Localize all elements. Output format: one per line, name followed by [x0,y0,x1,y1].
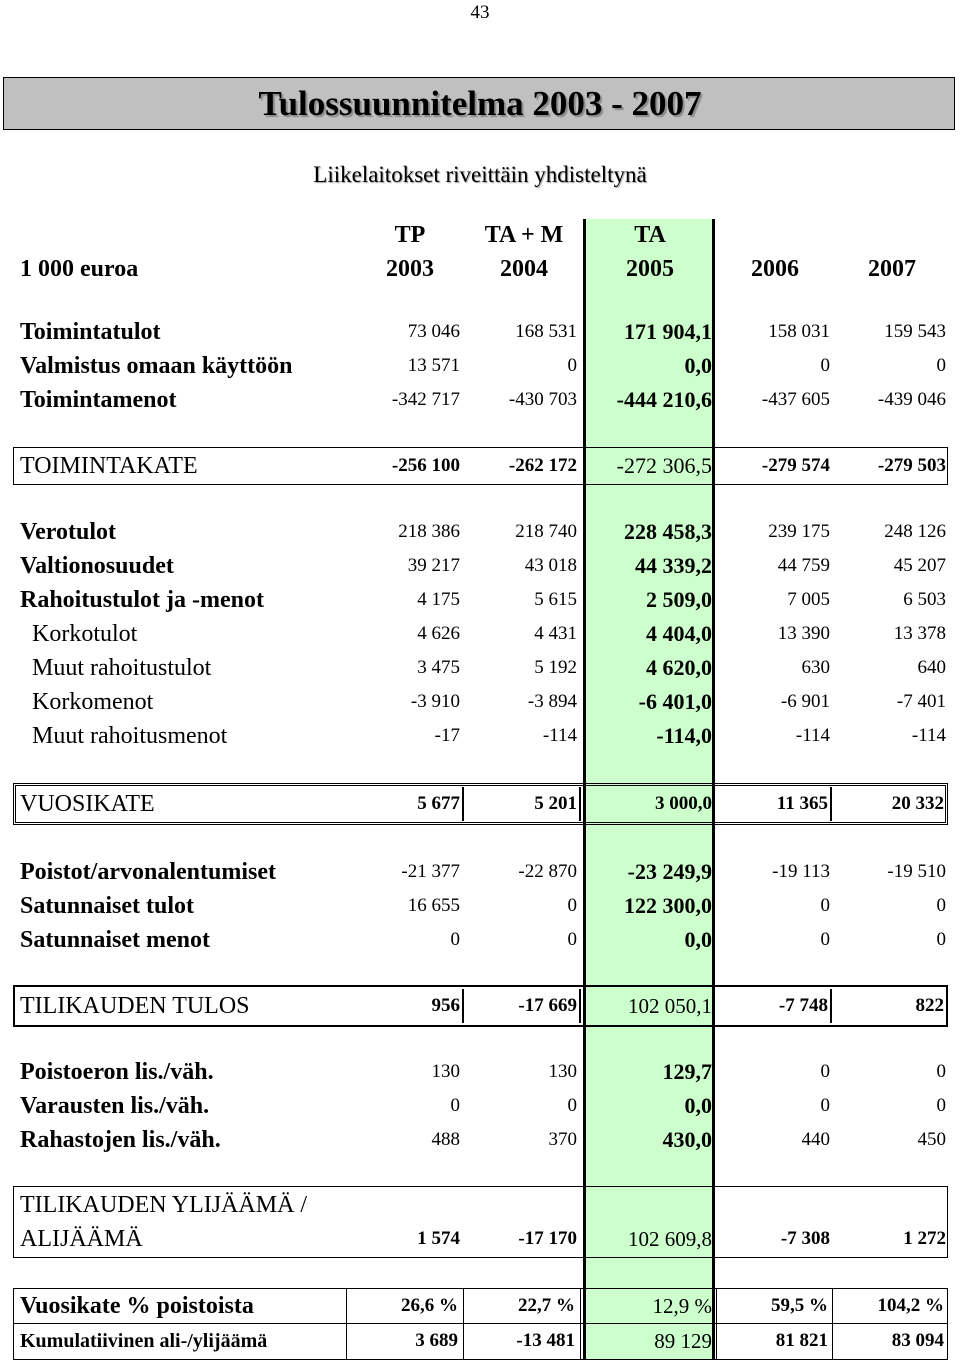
cell: 0 [450,1095,460,1116]
row-label-korkotulot: Korkotulot [32,621,138,647]
cell: -262 172 [508,455,577,476]
row-divider [13,1323,948,1324]
cell: 450 [917,1129,946,1150]
cell: 129,7 [662,1059,712,1084]
cell: 39 217 [407,555,460,576]
cell: -3 894 [527,691,577,712]
row-label-verotulot: Verotulot [20,519,116,545]
cell: 218 386 [398,521,460,542]
row-label-valmistus: Valmistus omaan käyttöön [20,353,293,379]
cell: 122 300,0 [624,893,712,918]
col-header-year-2005: 2005 [626,256,674,282]
cell: 0 [450,929,460,950]
cell: 1 272 [903,1228,946,1249]
cell-divider [579,989,581,1023]
cell: -3 910 [410,691,460,712]
cell: -256 100 [391,455,460,476]
cell: -430 703 [508,389,577,410]
page-number: 43 [470,2,490,23]
cell: 44 759 [777,555,830,576]
row-label-kumulatiivinen: Kumulatiivinen ali-/ylijäämä [20,1330,268,1352]
cell: -17 170 [518,1228,577,1249]
cell: 2 509,0 [646,587,712,612]
cell: 370 [548,1129,577,1150]
cell: 6 503 [903,589,946,610]
row-label-rahastojen: Rahastojen lis./väh. [20,1127,221,1153]
row-label-toimintakate: TOIMINTAKATE [20,453,198,479]
row-label-korkomenot: Korkomenot [32,689,154,715]
cell: -272 306,5 [616,453,712,478]
cell: 0,0 [684,1093,712,1118]
cell: 0,0 [684,353,712,378]
cell: 488 [431,1129,460,1150]
cell: 228 458,3 [624,519,712,544]
cell: 5 615 [534,589,577,610]
cell: 59,5 % [771,1295,828,1316]
cell: 640 [917,657,946,678]
cell: 83 094 [891,1330,944,1351]
cell: 0 [567,1095,577,1116]
page-subtitle: Liikelaitokset riveittäin yhdisteltynä [313,162,647,187]
row-label-tilikauden-tulos: TILIKAUDEN TULOS [20,993,250,1019]
cell: 13 390 [777,623,830,644]
cell: 89 129 [654,1329,712,1353]
cell: 630 [801,657,830,678]
cell: -444 210,6 [616,387,712,412]
cell: 22,7 % [518,1295,575,1316]
cell: 440 [801,1129,830,1150]
cell: 430,0 [662,1127,712,1152]
cell: 822 [915,995,944,1016]
cell: -6 901 [780,691,830,712]
cell: 26,6 % [401,1295,458,1316]
cell: 4 620,0 [646,655,712,680]
cell: -279 503 [877,455,946,476]
row-label-varausten: Varausten lis./väh. [20,1093,210,1119]
cell: -17 [434,725,460,746]
unit-label: 1 000 euroa [20,256,139,282]
cell: 0,0 [684,927,712,952]
cell: 0 [936,1061,946,1082]
cell: -23 249,9 [627,859,712,884]
cell: 0 [936,355,946,376]
cell: 7 005 [787,589,830,610]
cell-divider [579,787,581,821]
col-header-year-2003: 2003 [386,256,434,282]
row-label-vuosikate-pct: Vuosikate % poistoista [20,1293,254,1319]
cell: 239 175 [768,521,830,542]
row-label-ylijaama-line1: TILIKAUDEN YLIJÄÄMÄ / [20,1192,308,1218]
cell: -114 [542,725,577,746]
cell: -7 748 [778,995,828,1016]
cell: 0 [820,895,830,916]
cell: 104,2 % [877,1295,944,1316]
col-header-top-2005: TA [634,222,666,248]
cell: 130 [431,1061,460,1082]
cell: 218 740 [515,521,577,542]
cell: 12,9 % [652,1294,712,1318]
cell: -21 377 [401,861,460,882]
cell: 168 531 [515,321,577,342]
cell: 81 821 [775,1330,828,1351]
cell: 0 [936,895,946,916]
cell: 171 904,1 [624,319,712,344]
cell: 5 677 [417,793,460,814]
cell: -19 510 [887,861,946,882]
cell: -13 481 [516,1330,575,1351]
row-label-poistoero: Poistoeron lis./väh. [20,1059,214,1085]
cell: -437 605 [761,389,830,410]
cell: 4 626 [417,623,460,644]
cell: 0 [567,929,577,950]
cell: 45 207 [893,555,946,576]
col-header-year-2007: 2007 [868,256,916,282]
cell: 5 201 [534,793,577,814]
cell: -114,0 [656,723,712,748]
cell: 159 543 [884,321,946,342]
cell: -114 [911,725,946,746]
cell: 73 046 [407,321,460,342]
col-header-top-2003: TP [394,222,426,248]
row-label-toimintamenot: Toimintamenot [20,387,177,413]
cell: 0 [936,929,946,950]
cell: 13 378 [893,623,946,644]
row-label-toimintatulot: Toimintatulot [20,319,161,345]
cell: 102 609,8 [628,1227,712,1251]
cell: 956 [431,995,460,1016]
row-label-satunnaiset-menot: Satunnaiset menot [20,927,211,953]
col-header-year-2006: 2006 [751,256,799,282]
cell: 248 126 [884,521,946,542]
row-label-muut-rahoitusmenot: Muut rahoitusmenot [32,723,228,749]
cell: -342 717 [391,389,460,410]
cell: 13 571 [407,355,460,376]
cell: 16 655 [407,895,460,916]
cell: -7 401 [896,691,946,712]
cell: -19 113 [772,861,830,882]
row-label-ylijaama-line2: ALIJÄÄMÄ [20,1226,143,1252]
cell: 158 031 [768,321,830,342]
page-title: Tulossuunnitelma 2003 - 2007 [258,84,702,123]
row-label-poistot: Poistot/arvonalentumiset [20,859,276,885]
col-header-year-2004: 2004 [500,256,548,282]
row-label-satunnaiset-tulot: Satunnaiset tulot [20,893,195,919]
cell: 4 175 [417,589,460,610]
cell: 3 689 [415,1330,458,1351]
row-label-muut-rahoitustulot: Muut rahoitustulot [32,655,212,681]
cell: 102 050,1 [628,994,712,1018]
row-label-rahoitus: Rahoitustulot ja -menot [20,587,264,613]
cell: 43 018 [524,555,577,576]
cell: 5 192 [534,657,577,678]
cell: -17 669 [518,995,577,1016]
cell: -439 046 [877,389,946,410]
cell: 1 574 [417,1228,460,1249]
cell: 20 332 [891,793,944,814]
cell: -114 [795,725,830,746]
row-label-valtionosuudet: Valtionosuudet [20,553,174,579]
cell: 11 365 [776,793,828,814]
cell: 0 [820,929,830,950]
cell: -6 401,0 [638,689,712,714]
cell: 44 339,2 [635,553,712,578]
cell: -279 574 [761,455,830,476]
row-label-vuosikate: VUOSIKATE [20,791,155,817]
cell: -22 870 [518,861,577,882]
cell: 130 [548,1061,577,1082]
cell: 0 [567,355,577,376]
cell: 0 [936,1095,946,1116]
cell: 3 475 [417,657,460,678]
cell: 0 [820,1061,830,1082]
cell-divider [580,1289,581,1359]
cell: -7 308 [780,1228,830,1249]
cell: 3 000,0 [655,793,712,814]
cell: 0 [567,895,577,916]
col-header-top-2004: TA + M [484,222,564,248]
cell: 4 404,0 [646,621,712,646]
cell: 4 431 [534,623,577,644]
cell: 0 [820,1095,830,1116]
cell: 0 [820,355,830,376]
